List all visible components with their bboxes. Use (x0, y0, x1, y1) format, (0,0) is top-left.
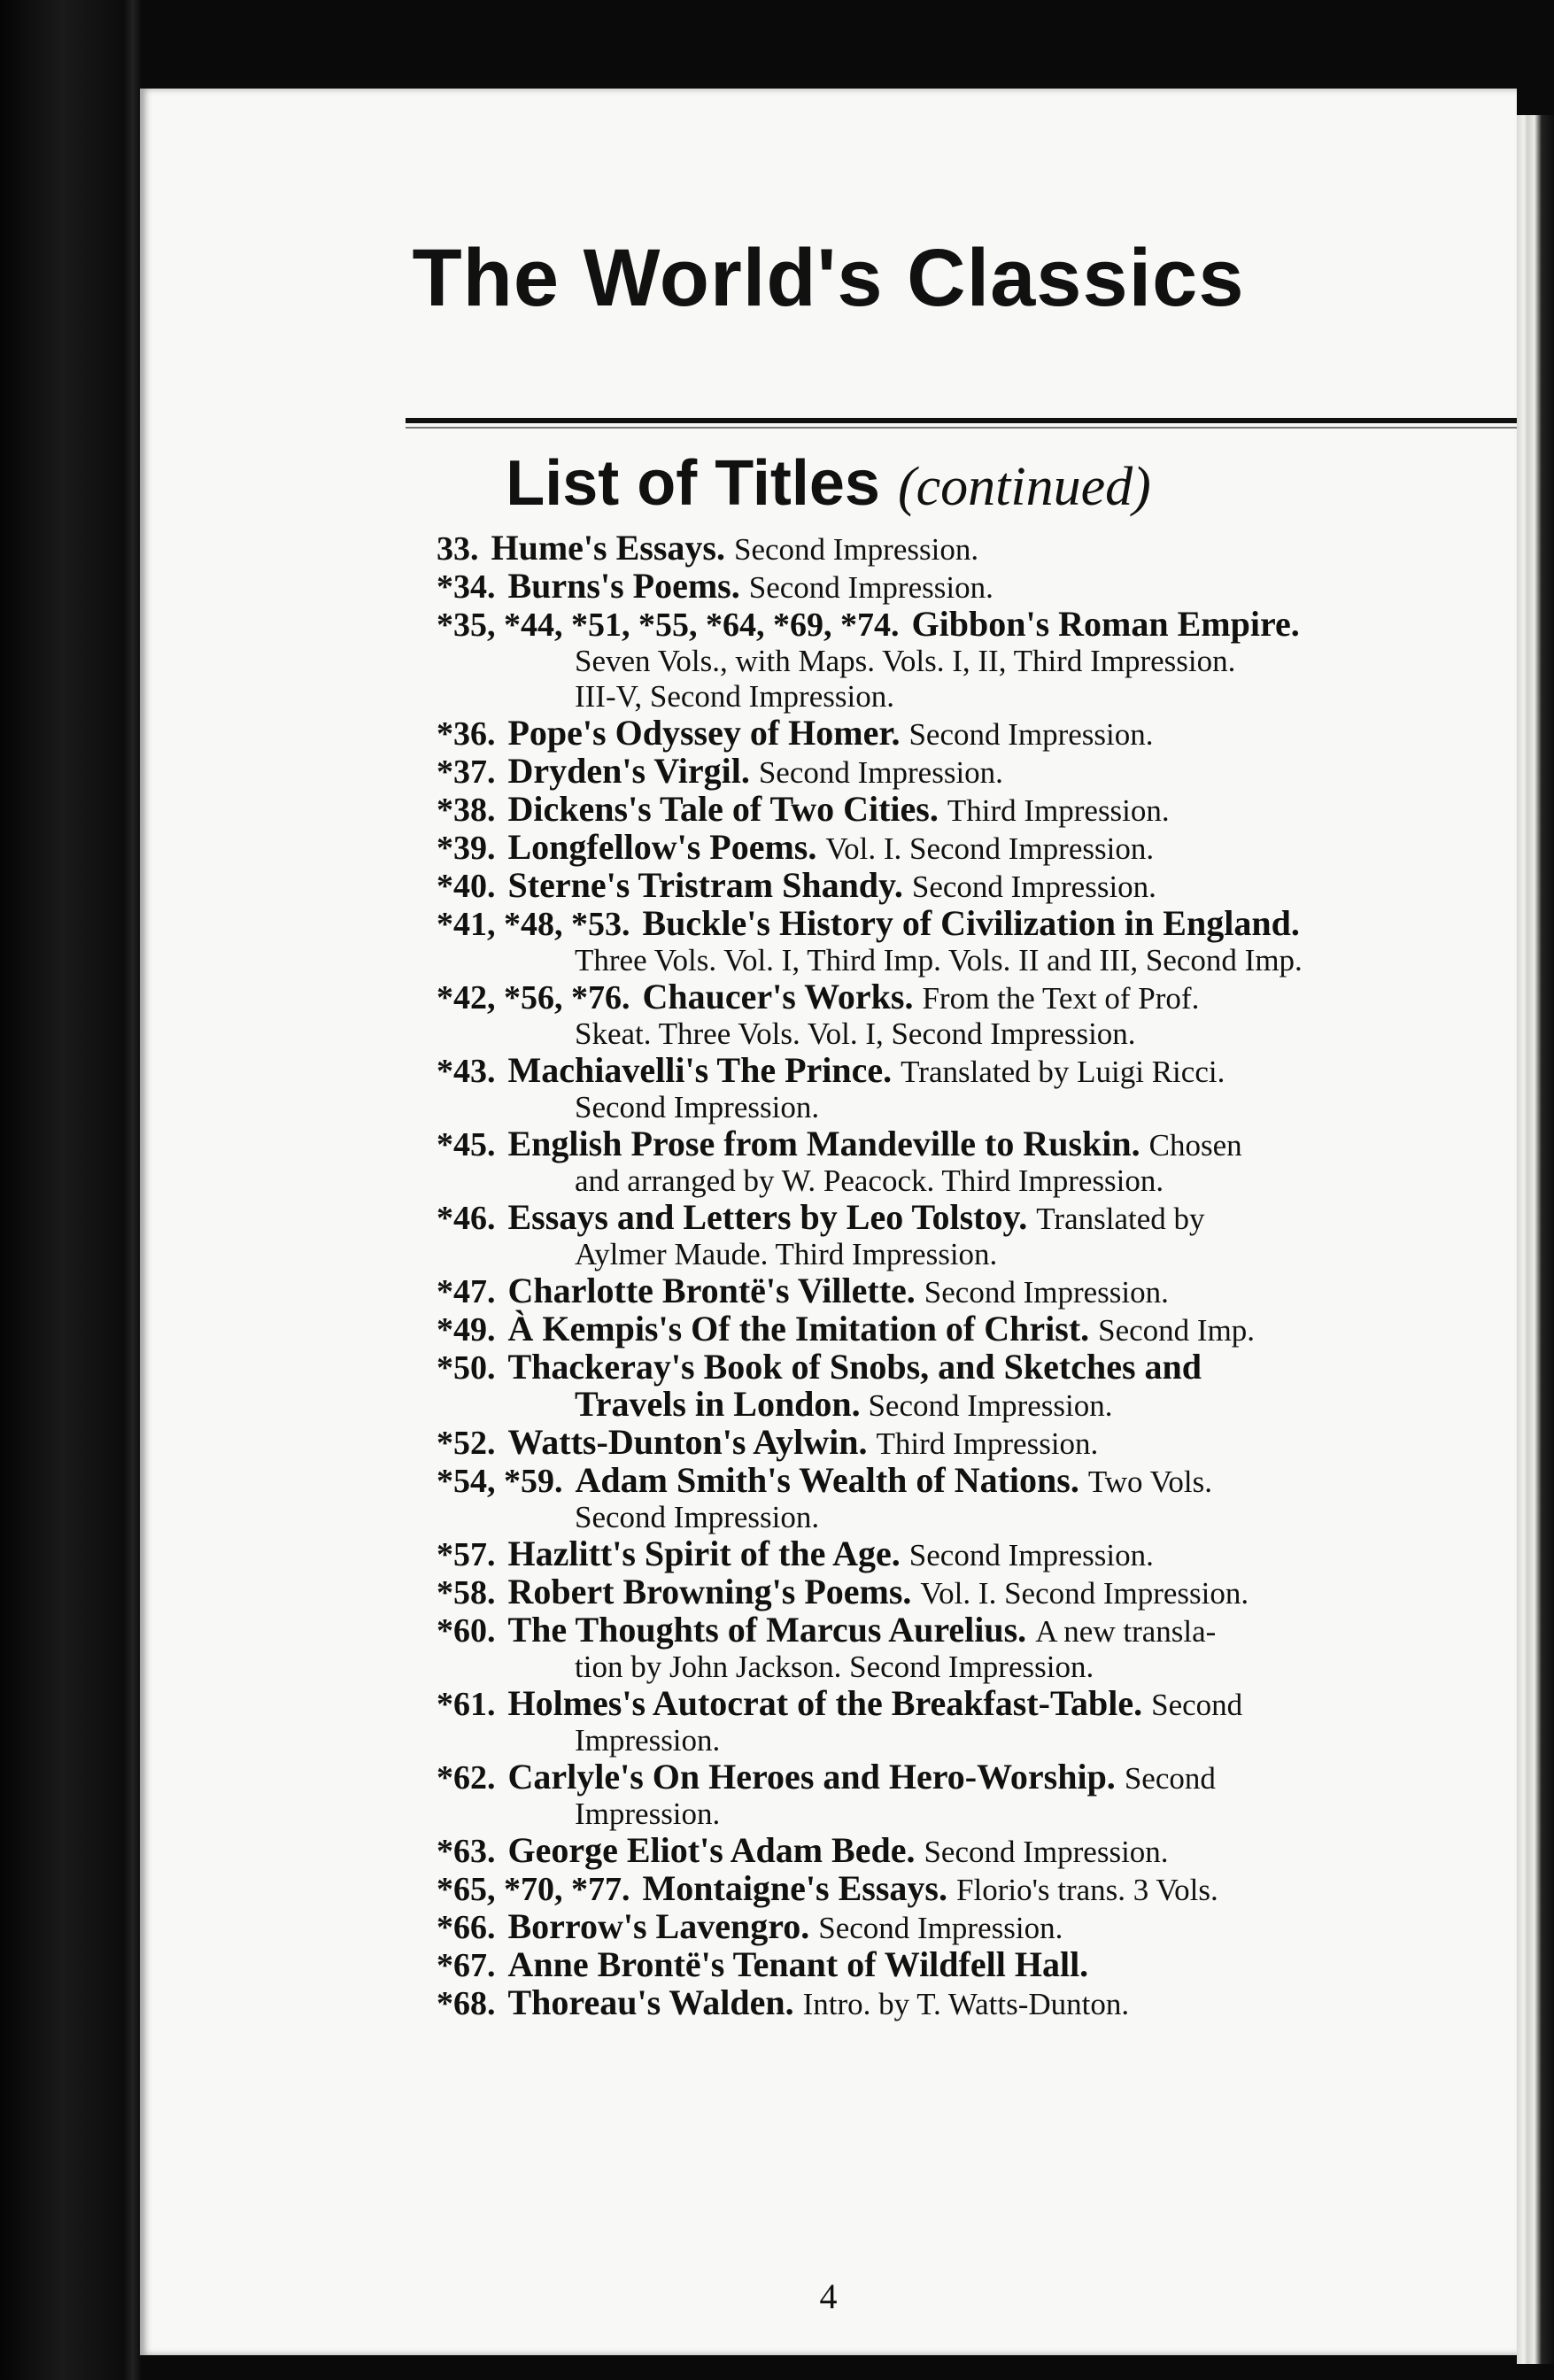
entry-number: *34. (437, 568, 496, 606)
entry-number: *61. (437, 1686, 496, 1723)
entry-number: *41, *48, *53. (437, 906, 630, 943)
title-entry (437, 1424, 1554, 1462)
entry-edition-info: Second Impression. (924, 1275, 1169, 1310)
entry-first-line (437, 568, 1554, 606)
entry-edition-info: Second Impression. (908, 1538, 1154, 1572)
entry-number: 33. (437, 530, 479, 568)
entry-title: Montaigne's Essays. (642, 1868, 947, 1908)
entry-title: Buckle's History of Civilization in England. (642, 903, 1300, 943)
title-entry (437, 1870, 1554, 1908)
entry-continuation: Second Impression. (575, 1090, 820, 1124)
title-entry (437, 1310, 1554, 1348)
entry-continuation: Second Impression. (575, 1500, 820, 1534)
entry-first-line (437, 791, 1554, 829)
title-entry (437, 1832, 1554, 1870)
entry-title: English Prose from Mandeville to Ruskin. (507, 1124, 1140, 1163)
entry-edition-info: Intro. by T. Watts-Dunton. (802, 1987, 1130, 2021)
entry-edition-info: Vol. I. Second Impression. (920, 1576, 1249, 1611)
entry-edition-info: Chosen (1148, 1128, 1242, 1163)
entry-number: *46. (437, 1200, 496, 1237)
entry-number: *65, *70, *77. (437, 1871, 630, 1908)
entry-title: George Eliot's Adam Bede. (507, 1830, 916, 1870)
entry-title: Dickens's Tale of Two Cities. (507, 789, 939, 829)
title-entry (437, 1272, 1554, 1310)
title-entry (437, 1462, 1554, 1535)
entry-number: *42, *56, *76. (437, 979, 630, 1016)
entry-first-line (437, 1611, 1554, 1650)
entry-number: *62. (437, 1759, 496, 1797)
title-entry (437, 715, 1554, 753)
entry-first-line (437, 1832, 1554, 1870)
page-header: The World's Classics (412, 233, 1245, 323)
entry-first-line (437, 1424, 1554, 1462)
entry-title: Dryden's Virgil. (507, 751, 750, 791)
entry-first-line (437, 978, 1554, 1016)
entry-title: Essays and Letters by Leo Tolstoy. (507, 1197, 1028, 1237)
entry-edition-info: Second (1124, 1761, 1216, 1796)
entry-first-line (437, 1125, 1554, 1163)
entry-title: Burns's Poems. (507, 566, 740, 606)
entry-title: Longfellow's Poems. (507, 827, 817, 867)
entry-title: Anne Brontë's Tenant of Wildfell Hall. (507, 1944, 1089, 1984)
entry-continuation: and arranged by W. Peacock. Third Impression. (575, 1163, 1164, 1198)
entry-title: The Thoughts of Marcus Aurelius. (507, 1610, 1027, 1650)
entry-number: *49. (437, 1311, 496, 1348)
entry-first-line (437, 1052, 1554, 1090)
title-entry (437, 1685, 1554, 1758)
entry-first-line (437, 1348, 1554, 1387)
entry-edition-info: Vol. I. Second Impression. (825, 831, 1155, 866)
list-heading-note: (continued) (897, 457, 1151, 517)
entry-first-line (437, 1984, 1554, 2022)
entry-edition-info: Second (1151, 1688, 1243, 1722)
entry-first-line (437, 905, 1554, 943)
book-page (140, 89, 1517, 2355)
title-list (437, 529, 1554, 2022)
title-entry (437, 1611, 1554, 1685)
entry-continuation: Three Vols. Vol. I, Third Imp. Vols. II and III, Second Imp. (575, 943, 1303, 978)
entry-edition-info: Second Imp. (1098, 1313, 1256, 1348)
entry-title: Robert Browning's Poems. (507, 1572, 912, 1611)
entry-edition-info: Second Impression. (818, 1911, 1063, 1945)
entry-title: À Kempis's Of the Imitation of Christ. (507, 1309, 1090, 1348)
entry-edition-info: Second Impression. (758, 755, 1003, 790)
entry-title: Carlyle's On Heroes and Hero-Worship. (507, 1757, 1116, 1797)
entry-first-line (437, 606, 1554, 644)
entry-first-line (437, 867, 1554, 905)
header-rule-thin (406, 427, 1554, 429)
entry-first-line (437, 715, 1554, 753)
entry-title: Adam Smith's Wealth of Nations. (575, 1460, 1079, 1500)
entry-title: Chaucer's Works. (642, 977, 914, 1016)
entry-first-line (437, 529, 1554, 568)
entry-title: Charlotte Brontë's Villette. (507, 1271, 916, 1310)
entry-first-line (437, 1199, 1554, 1237)
entry-number: *40. (437, 868, 496, 905)
entry-number: *54, *59. (437, 1463, 563, 1500)
entry-continuation: Skeat. Three Vols. Vol. I, Second Impression. (575, 1016, 1136, 1051)
entry-title: Gibbon's Roman Empire. (911, 604, 1300, 644)
title-entry (437, 606, 1554, 715)
entry-title: Machiavelli's The Prince. (507, 1050, 893, 1090)
entry-number: *39. (437, 830, 496, 867)
entry-first-line (437, 1685, 1554, 1723)
entry-first-line (437, 753, 1554, 791)
title-entry (437, 1199, 1554, 1272)
list-heading (140, 447, 1517, 520)
entry-continuation: III-V, Second Impression. (575, 679, 894, 714)
list-heading-text: List of Titles (506, 448, 880, 519)
title-entry (437, 568, 1554, 606)
entry-number: *57. (437, 1536, 496, 1573)
entry-first-line (437, 1272, 1554, 1310)
entry-title: Thackeray's Book of Snobs, and Sketches and (507, 1347, 1202, 1387)
title-entry (437, 791, 1554, 829)
entry-number: *38. (437, 792, 496, 829)
entry-number: *52. (437, 1425, 496, 1462)
title-entry (437, 1758, 1554, 1832)
entry-edition-info: From the Text of Prof. (922, 981, 1200, 1016)
entry-first-line (437, 1946, 1554, 1984)
entry-edition-info: Second Impression. (734, 532, 979, 567)
title-entry (437, 1946, 1554, 1984)
entry-edition-info: A new transla- (1035, 1614, 1217, 1649)
entry-number: *58. (437, 1574, 496, 1611)
title-entry (437, 978, 1554, 1052)
entry-first-line (437, 1573, 1554, 1611)
entry-continuation: tion by John Jackson. Second Impression. (575, 1650, 1094, 1684)
next-page-edge (1517, 115, 1554, 2364)
title-entry (437, 1348, 1554, 1424)
entry-title: Borrow's Lavengro. (507, 1906, 810, 1946)
entry-continuation: Seven Vols., with Maps. Vols. I, II, Third Impression. (575, 644, 1236, 678)
title-entry (437, 1573, 1554, 1611)
entry-first-line (437, 829, 1554, 867)
entry-title: Sterne's Tristram Shandy. (507, 865, 903, 905)
entry-title: Pope's Odyssey of Homer. (507, 713, 901, 753)
entry-continuation: Impression. (575, 1797, 721, 1831)
header-rule (406, 418, 1554, 423)
entry-edition-info: Second Impression. (748, 570, 993, 605)
entry-first-line (437, 1462, 1554, 1500)
entry-title: Hume's Essays. (491, 528, 725, 568)
title-entry (437, 753, 1554, 791)
title-entry (437, 1535, 1554, 1573)
entry-title: Thoreau's Walden. (507, 1982, 794, 2022)
entry-continuation: Impression. (575, 1723, 721, 1758)
entry-title: Holmes's Autocrat of the Breakfast-Table. (507, 1683, 1143, 1723)
entry-edition-info: Second Impression. (908, 717, 1154, 752)
entry-number: *43. (437, 1053, 496, 1090)
entry-edition-info: Translated by Luigi Ricci. (901, 1055, 1225, 1089)
entry-continuation: Travels in London. Second Impression. (575, 1384, 1113, 1424)
entry-edition-info: Third Impression. (876, 1426, 1099, 1461)
entry-number: *68. (437, 1985, 496, 2022)
entry-number: *47. (437, 1273, 496, 1310)
page-number: 4 (819, 2276, 838, 2316)
title-entry (437, 1125, 1554, 1199)
entry-number: *60. (437, 1612, 496, 1650)
title-entry (437, 905, 1554, 978)
entry-edition-info: Second Impression. (924, 1835, 1169, 1869)
title-entry (437, 1908, 1554, 1946)
entry-title: Hazlitt's Spirit of the Age. (507, 1534, 901, 1573)
entry-number: *67. (437, 1947, 496, 1984)
entry-first-line (437, 1870, 1554, 1908)
entry-edition-info: Second Impression. (911, 869, 1156, 904)
entry-first-line (437, 1310, 1554, 1348)
title-entry (437, 1052, 1554, 1125)
title-entry (437, 529, 1554, 568)
title-entry (437, 867, 1554, 905)
entry-first-line (437, 1535, 1554, 1573)
entry-number: *37. (437, 753, 496, 791)
entry-number: *50. (437, 1349, 496, 1387)
entry-edition-info: Florio's trans. 3 Vols. (956, 1873, 1218, 1907)
entry-continuation: Aylmer Maude. Third Impression. (575, 1237, 998, 1271)
entry-number: *63. (437, 1833, 496, 1870)
title-entry (437, 1984, 1554, 2022)
entry-first-line (437, 1908, 1554, 1946)
entry-first-line (437, 1758, 1554, 1797)
entry-edition-info: Two Vols. (1087, 1464, 1213, 1499)
entry-number: *45. (437, 1126, 496, 1163)
entry-title: Watts-Dunton's Aylwin. (507, 1422, 868, 1462)
entry-number: *35, *44, *51, *55, *64, *69, *74. (437, 607, 900, 644)
entry-edition-info: Translated by (1036, 1202, 1205, 1236)
entry-number: *36. (437, 715, 496, 753)
title-entry (437, 829, 1554, 867)
entry-number: *66. (437, 1909, 496, 1946)
entry-edition-info: Third Impression. (947, 793, 1170, 828)
